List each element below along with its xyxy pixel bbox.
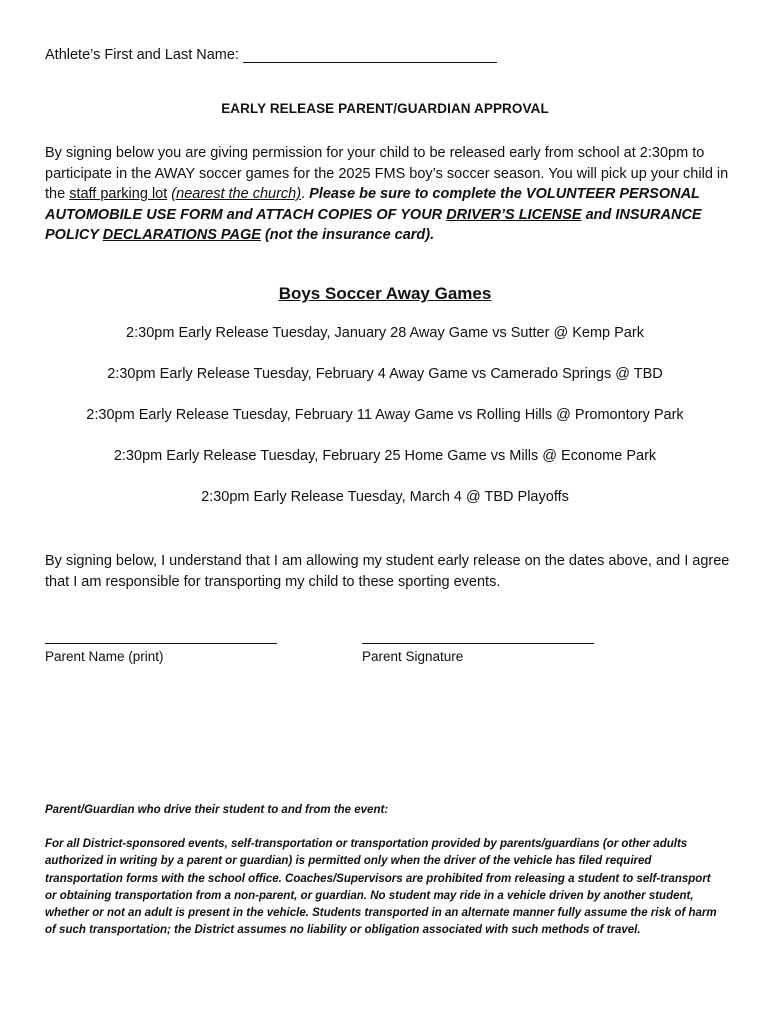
intro-period: . [301,186,310,202]
game-item: 2:30pm Early Release Tuesday, March 4 @ TBD Playoffs [201,489,569,505]
pickup-note: (nearest the church) [171,186,302,202]
parent-name-label: Parent Name (print) [45,649,164,664]
game-item: 2:30pm Early Release Tuesday, January 28 Away Game vs Sutter @ Kemp Park [126,325,644,341]
game-item: 2:30pm Early Release Tuesday, February 11 Away Game vs Rolling Hills @ Promontory Park [86,407,684,423]
transport-policy-text: For all District-sponsored events, self-transportation or transportation provided by parents/guardians (or other adults authorized in writing by a parent or guardian) is permitted only when the driver of the vehicle has filed required transportation forms with the school office. Coaches/Supervisors are prohibited from releasing a student to self-transport or obtaining transportation from a non-parent, or guardian. No student may ride in a vehicle driven by another student, whether or not an adult is present in the vehicle. Students transported in an alternate manner fully assume the risk of harm of such transportation; the District assumes no liability or obligation associated with such methods of travel. [45,838,717,937]
games-heading: Boys Soccer Away Games [278,284,492,303]
insurance-policy-text: and INSURANCE POLICY [45,206,702,243]
intro-text: By signing below you are giving permission for your child to be released early from school at 2:30pm to participate in the AWAY soccer games for the 2025 FMS boy’s soccer season. You will pick up your child in the [45,145,729,202]
parent-name-line[interactable] [45,643,277,644]
athlete-name-row [45,47,497,63]
declarations-page-text: DECLARATIONS PAGE [102,227,261,243]
pickup-location: staff parking lot [69,186,168,202]
parent-signature-label: Parent Signature [362,649,464,664]
volunteer-form-instruction: Please be sure to complete the VOLUNTEER PERSONAL AUTOMOBILE USE FORM and ATTACH COPIES OF YOUR [45,186,700,223]
not-insurance-card-text: (not the insurance card). [260,227,435,243]
drivers-license-text: DRIVER’S LICENSE [446,206,582,223]
intro-paragraph [45,143,735,246]
game-item: 2:30pm Early Release Tuesday, February 25 Home Game vs Mills @ Econome Park [113,448,657,464]
approval-title: EARLY RELEASE PARENT/GUARDIAN APPROVAL [221,101,549,116]
athlete-name-blank-line[interactable] [243,48,497,63]
consent-paragraph: By signing below, I understand that I am allowing my student early release on the dates above, and I agree that I am responsible for transporting my child to these sporting events. [45,553,730,590]
athlete-name-label: Athlete’s First and Last Name: [45,47,239,63]
parent-signature-line[interactable] [362,643,594,644]
transport-heading: Parent/Guardian who drive their student to and from the event: [45,804,389,816]
game-item: 2:30pm Early Release Tuesday, February 4 Away Game vs Camerado Springs @ TBD [107,366,663,382]
